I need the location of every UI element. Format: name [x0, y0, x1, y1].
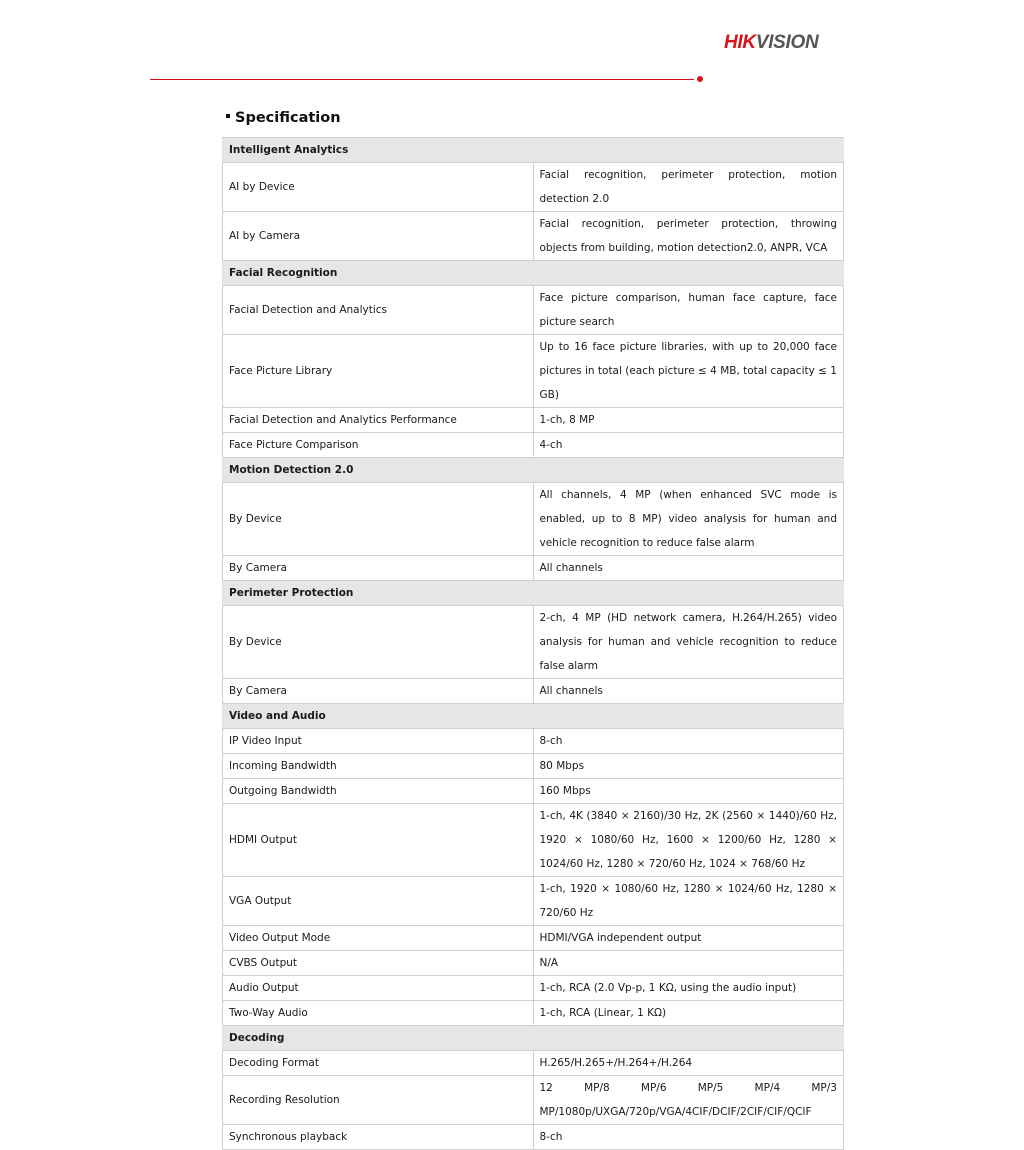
spec-value: 1-ch, 4K (3840 × 2160)/30 Hz, 2K (2560 × 1440)/60 Hz, 1920 × 1080/60 Hz, 1600 × 1200/60 Hz, 1280 × 1024/60 Hz, 1280 × 720/60 Hz, 1024 × 768/60 Hz: [533, 804, 844, 877]
spec-row: [223, 804, 844, 877]
spec-row: [223, 606, 844, 679]
spec-row: [223, 951, 844, 976]
spec-row: [223, 286, 844, 335]
spec-value: N/A: [533, 951, 844, 976]
spec-value: HDMI/VGA independent output: [533, 926, 844, 951]
spec-value: 4-ch: [533, 433, 844, 458]
spec-row: [223, 1076, 844, 1125]
spec-row: [223, 1001, 844, 1026]
category-row: [223, 261, 844, 286]
spec-label: Outgoing Bandwidth: [223, 779, 534, 804]
spec-label: Facial Detection and Analytics: [223, 286, 534, 335]
spec-label: Audio Output: [223, 976, 534, 1001]
spec-row: [223, 679, 844, 704]
spec-value: 80 Mbps: [533, 754, 844, 779]
category-row: [223, 704, 844, 729]
spec-label: HDMI Output: [223, 804, 534, 877]
spec-value: All channels: [533, 679, 844, 704]
bullet-icon: [226, 114, 230, 118]
spec-label: AI by Camera: [223, 212, 534, 261]
category-row: [223, 1026, 844, 1051]
spec-value: 8-ch: [533, 729, 844, 754]
spec-value: Facial recognition, perimeter protection, motion detection 2.0: [533, 163, 844, 212]
spec-label: IP Video Input: [223, 729, 534, 754]
spec-value: Face picture comparison, human face capture, face picture search: [533, 286, 844, 335]
spec-row: [223, 335, 844, 408]
spec-label: Video Output Mode: [223, 926, 534, 951]
specification-table-body: [223, 138, 844, 1150]
spec-label: By Camera: [223, 679, 534, 704]
spec-row: [223, 976, 844, 1001]
header-divider-dot: [697, 76, 703, 82]
spec-value: All channels, 4 MP (when enhanced SVC mode is enabled, up to 8 MP) video analysis for human and vehicle recognition to reduce false alarm: [533, 483, 844, 556]
section-heading-text: Specification: [235, 110, 341, 126]
spec-label: Face Picture Comparison: [223, 433, 534, 458]
category-heading: Perimeter Protection: [223, 581, 844, 606]
spec-row: [223, 926, 844, 951]
spec-row: [223, 877, 844, 926]
spec-row: [223, 1051, 844, 1076]
section-heading: [226, 108, 341, 128]
spec-value: H.265/H.265+/H.264+/H.264: [533, 1051, 844, 1076]
spec-row: [223, 556, 844, 581]
spec-label: Decoding Format: [223, 1051, 534, 1076]
spec-value: 2-ch, 4 MP (HD network camera, H.264/H.265) video analysis for human and vehicle recognition to reduce false alarm: [533, 606, 844, 679]
spec-row: [223, 1125, 844, 1150]
logo-text-grey: VISION: [755, 32, 819, 53]
logo-text-red: HIK: [724, 32, 756, 53]
category-heading: Video and Audio: [223, 704, 844, 729]
spec-label: CVBS Output: [223, 951, 534, 976]
spec-value: 1-ch, 1920 × 1080/60 Hz, 1280 × 1024/60 Hz, 1280 × 720/60 Hz: [533, 877, 844, 926]
spec-label: AI by Device: [223, 163, 534, 212]
spec-label: VGA Output: [223, 877, 534, 926]
spec-row: [223, 408, 844, 433]
spec-value: Up to 16 face picture libraries, with up to 20,000 face pictures in total (each picture ≤ 4 MB, total capacity ≤ 1 GB): [533, 335, 844, 408]
spec-value: All channels: [533, 556, 844, 581]
category-heading: Intelligent Analytics: [223, 138, 844, 163]
category-row: [223, 581, 844, 606]
spec-value: 1-ch, RCA (Linear, 1 KΩ): [533, 1001, 844, 1026]
spec-value: 1-ch, 8 MP: [533, 408, 844, 433]
spec-label: By Camera: [223, 556, 534, 581]
spec-label: Incoming Bandwidth: [223, 754, 534, 779]
hikvision-logo: [724, 31, 818, 55]
spec-row: [223, 212, 844, 261]
category-row: [223, 458, 844, 483]
specification-table: [222, 137, 844, 1150]
spec-label: Recording Resolution: [223, 1076, 534, 1125]
spec-row: [223, 163, 844, 212]
category-heading: Decoding: [223, 1026, 844, 1051]
spec-row: [223, 779, 844, 804]
spec-row: [223, 729, 844, 754]
spec-value: 160 Mbps: [533, 779, 844, 804]
spec-label: Synchronous playback: [223, 1125, 534, 1150]
spec-label: By Device: [223, 606, 534, 679]
spec-value: 1-ch, RCA (2.0 Vp-p, 1 KΩ, using the audio input): [533, 976, 844, 1001]
category-row: [223, 138, 844, 163]
spec-value: 12 MP/8 MP/6 MP/5 MP/4 MP/3 MP/1080p/UXGA/720p/VGA/4CIF/DCIF/2CIF/CIF/QCIF: [533, 1076, 844, 1125]
spec-label: By Device: [223, 483, 534, 556]
category-heading: Motion Detection 2.0: [223, 458, 844, 483]
spec-label: Facial Detection and Analytics Performance: [223, 408, 534, 433]
spec-label: Two-Way Audio: [223, 1001, 534, 1026]
spec-label: Face Picture Library: [223, 335, 534, 408]
spec-row: [223, 754, 844, 779]
category-heading: Facial Recognition: [223, 261, 844, 286]
header-divider-line: [150, 79, 694, 80]
spec-value: Facial recognition, perimeter protection, throwing objects from building, motion detection2.0, ANPR, VCA: [533, 212, 844, 261]
spec-row: [223, 483, 844, 556]
spec-value: 8-ch: [533, 1125, 844, 1150]
spec-row: [223, 433, 844, 458]
